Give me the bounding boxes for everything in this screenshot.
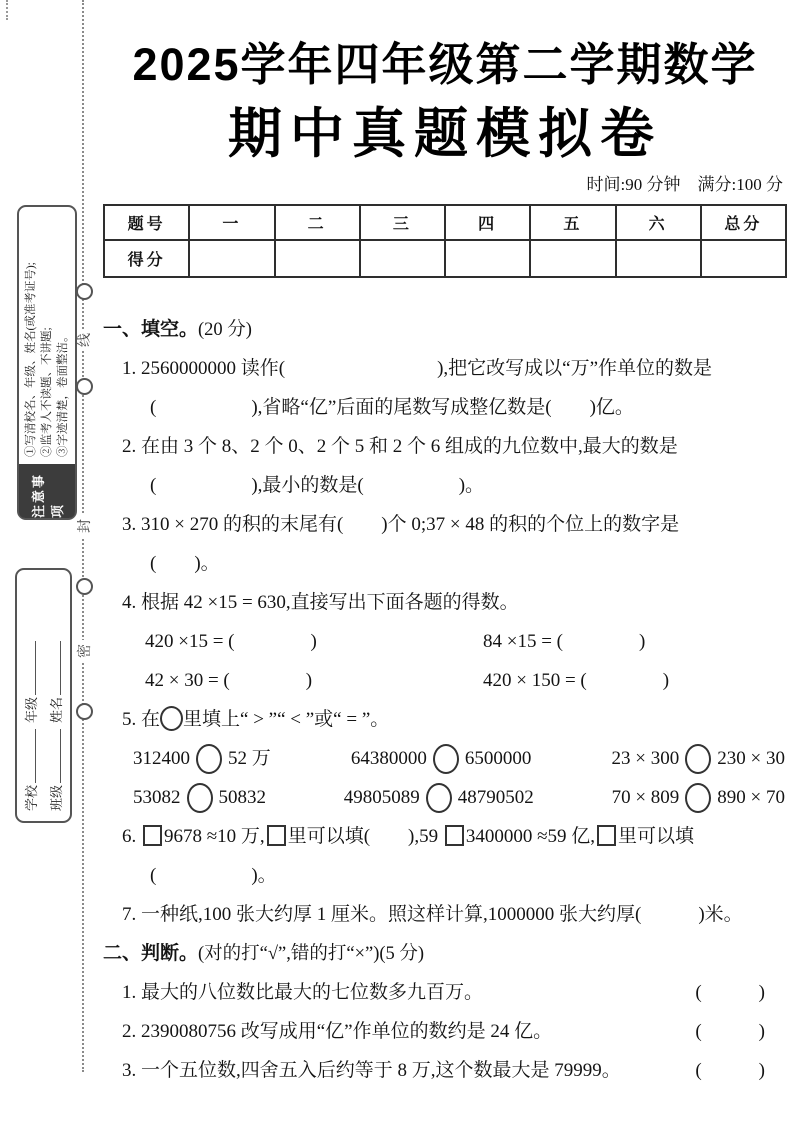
fill-q2-line1: 2. 在由 3 个 8、2 个 0、2 个 5 和 2 个 6 组成的九位数中,最大的数是 — [122, 436, 678, 457]
judge-q2-line — [103, 1012, 787, 1051]
name-label: 姓名 — [48, 696, 64, 723]
class-label: 班级 — [48, 784, 64, 811]
exam-title-line2: 期中真题模拟卷 — [228, 104, 662, 164]
judge-q1-line — [103, 973, 787, 1012]
compare-left: 64380000 — [350, 748, 427, 769]
school-label: 学校 — [23, 784, 39, 811]
notice-box-area — [17, 205, 77, 520]
compare-right: 230 × 30 — [717, 748, 785, 769]
score-empty-cell — [445, 240, 530, 277]
notice-item: ①写清校名、年级、姓名(或准考证号); — [25, 262, 37, 457]
section1-heading — [103, 310, 787, 349]
q5-text-post: 里填上“ > ”“ < ”或“ = ”。 — [183, 709, 390, 730]
fill-q1-line1: 1. 2560000000 读作( ),把它改写成以“万”作单位的数是 — [122, 358, 713, 379]
score-empty-cell — [701, 240, 786, 277]
compare-right: 50832 — [218, 787, 266, 808]
score-header-cell: 一 — [189, 205, 274, 240]
punch-hole — [76, 283, 93, 300]
score-table — [103, 204, 787, 278]
compare-circle — [426, 783, 452, 813]
fill-q4-heading: 4. 根据 42 ×15 = 630,直接写出下面各题的得数。 — [122, 592, 519, 613]
answer-bracket: ( ) — [695, 1060, 765, 1081]
score-header-cell: 六 — [616, 205, 701, 240]
blank-box — [267, 825, 286, 846]
notice-item: ②监考人不读题、不讲题; — [41, 327, 53, 457]
time-and-score-meta: 时间:90 分钟 满分:100 分 — [586, 175, 783, 194]
blank-box — [143, 825, 162, 846]
q6-text-segment: 里可以填 — [618, 826, 695, 847]
school-blank-line — [22, 729, 36, 783]
compare-circle — [196, 744, 222, 774]
punch-hole — [76, 578, 93, 595]
score-row-label: 得分 — [104, 240, 189, 277]
fill-q4-row1 — [103, 622, 787, 661]
notice-badge: 注意事项 — [19, 464, 75, 518]
q6-text-segment: 里可以填( ),59 — [287, 826, 443, 847]
fill-q1-line2: ( ),省略“亿”后面的尾数写成整亿数是( )亿。 — [150, 397, 634, 418]
q6-text-segment: 6. — [122, 826, 141, 847]
student-info-area — [15, 568, 72, 823]
blank-box — [445, 825, 464, 846]
grade-label: 年级 — [23, 696, 39, 723]
compare-circle — [685, 783, 711, 813]
compare-right: 890 × 70 — [717, 787, 785, 808]
score-header-cell: 总分 — [701, 205, 786, 240]
seal-char-feng: 封 — [74, 515, 94, 537]
comparison-item — [612, 739, 785, 778]
score-header-cell: 二 — [275, 205, 360, 240]
answer-bracket: ( ) — [695, 1021, 765, 1042]
comparison-item — [351, 739, 532, 778]
class-blank-line — [47, 729, 61, 783]
score-header-cell: 四 — [445, 205, 530, 240]
notice-box — [17, 205, 77, 520]
fill-q3-line2: ( )。 — [150, 553, 220, 574]
question-body — [103, 310, 787, 1090]
q4-item: 420 × 150 = ( ) — [483, 670, 670, 691]
compare-left: 23 × 300 — [611, 748, 680, 769]
compare-left: 70 × 809 — [611, 787, 680, 808]
compare-circle — [187, 783, 213, 813]
comparison-item — [133, 739, 271, 778]
q4-item: 84 ×15 = ( ) — [483, 631, 646, 652]
comparison-item — [612, 778, 785, 817]
seal-char-mi: 密 — [74, 640, 94, 662]
judge-statement: 3. 一个五位数,四舍五入后约等于 8 万,这个数最大是 79999。 — [122, 1060, 621, 1081]
score-empty-cell — [616, 240, 701, 277]
compare-right: 48790502 — [457, 787, 534, 808]
compare-left: 49805089 — [343, 787, 420, 808]
fill-q2-line2: ( ),最小的数是( )。 — [150, 475, 485, 496]
section2-heading — [103, 934, 787, 973]
main-content — [103, 0, 787, 1090]
corner-dotted-line — [6, 0, 8, 20]
blank-box — [597, 825, 616, 846]
score-empty-cell — [189, 240, 274, 277]
compare-left: 53082 — [133, 787, 181, 808]
fill-q5-heading — [103, 700, 787, 739]
punch-hole — [76, 378, 93, 395]
compare-circle — [433, 744, 459, 774]
compare-right: 6500000 — [464, 748, 532, 769]
fill-q7-line: 7. 一种纸,100 张大约厚 1 厘米。照这样计算,1000000 张大约厚( )米。 — [122, 904, 743, 925]
score-table-header-row — [104, 205, 786, 240]
section1-title: 一、填空。 — [103, 319, 199, 340]
compare-right: 52 万 — [228, 748, 271, 769]
exam-title-line1: 2025学年四年级第二学期数学 — [132, 39, 758, 90]
comparison-item — [133, 778, 266, 817]
score-table-score-row — [104, 240, 786, 277]
fill-q6-line2: ( )。 — [150, 865, 277, 886]
q6-text-segment: 3400000 ≈59 亿, — [465, 826, 596, 847]
section1-points: (20 分) — [198, 320, 252, 340]
q4-item: 420 ×15 = ( ) — [145, 631, 317, 652]
section2-title: 二、判断。 — [103, 943, 199, 964]
fill-q4-row2 — [103, 661, 787, 700]
comparison-item — [344, 778, 534, 817]
fill-q5-row1 — [103, 739, 787, 778]
q6-text-segment: 9678 ≈10 万, — [164, 826, 265, 847]
judge-q3-line — [103, 1051, 787, 1090]
grade-blank-line — [22, 641, 36, 695]
score-header-cell: 题号 — [104, 205, 189, 240]
fill-q6-line1 — [103, 817, 787, 856]
name-blank-line — [47, 641, 61, 695]
compare-left: 312400 — [133, 748, 190, 769]
score-empty-cell — [275, 240, 360, 277]
compare-circle — [685, 744, 711, 774]
student-info-row — [19, 580, 44, 811]
section2-points: (对的打“√”,错的打“×”)(5 分) — [198, 944, 425, 964]
score-header-cell: 三 — [360, 205, 445, 240]
fill-q3-line1: 3. 310 × 270 的积的末尾有( )个 0;37 × 48 的积的个位上的数字是 — [122, 514, 680, 535]
seal-char-xian: 线 — [74, 329, 94, 351]
judge-statement: 2. 2390080756 改写成用“亿”作单位的数约是 24 亿。 — [122, 1021, 553, 1042]
student-info-row — [44, 580, 69, 811]
score-empty-cell — [530, 240, 615, 277]
score-header-cell: 五 — [530, 205, 615, 240]
judge-statement: 1. 最大的八位数比最大的七位数多九百万。 — [122, 982, 484, 1003]
notice-items — [19, 207, 75, 464]
answer-circle — [160, 706, 183, 731]
notice-item: ③字迹清楚，卷面整洁。 — [57, 330, 69, 457]
fill-q5-row2 — [103, 778, 787, 817]
score-empty-cell — [360, 240, 445, 277]
student-info-box — [15, 568, 72, 823]
q5-text-pre: 5. 在 — [122, 709, 161, 730]
q4-item: 42 × 30 = ( ) — [145, 670, 313, 691]
answer-bracket: ( ) — [695, 982, 765, 1003]
punch-hole — [76, 703, 93, 720]
